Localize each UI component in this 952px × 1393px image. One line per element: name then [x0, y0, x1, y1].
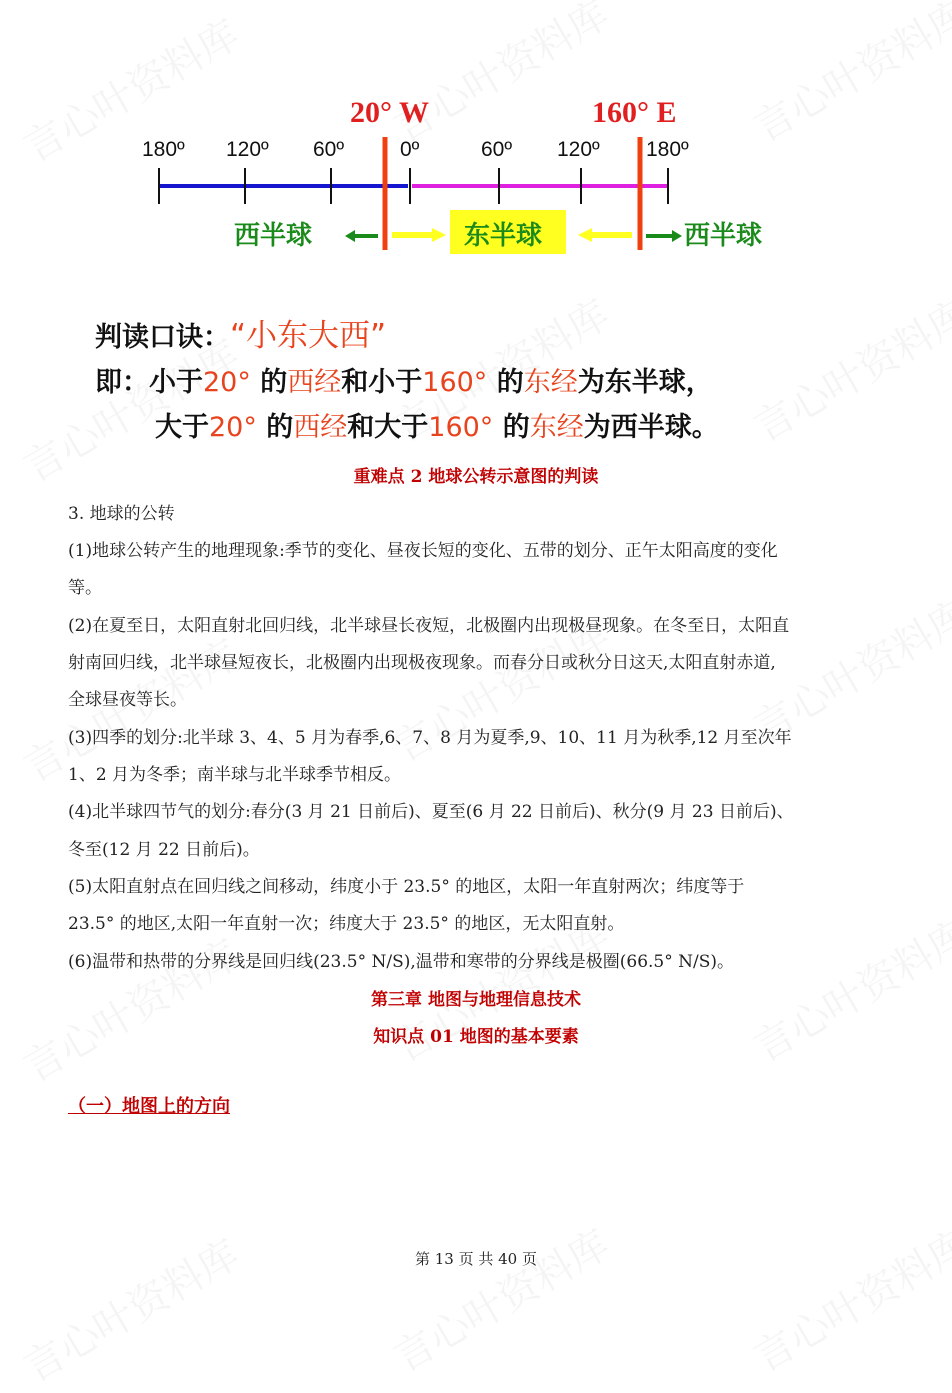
text: 和大于 — [347, 412, 429, 443]
text: 和小于 — [341, 367, 423, 398]
body-line: (6)温带和热带的分界线是回归线(23.5° N/S),温带和寒带的分界线是极圈(66.5° N/S)。 — [68, 952, 735, 972]
text: 的 — [487, 367, 524, 398]
chapter-heading: 第三章 地图与地理信息技术 — [371, 990, 581, 1010]
hemisphere-diagram — [0, 0, 952, 280]
watermark — [742, 284, 952, 453]
tick-label: 120º — [557, 138, 600, 161]
value: 160° — [428, 412, 494, 443]
body-line: 等。 — [68, 578, 102, 598]
tick-label: 0º — [400, 138, 420, 161]
body-line: 射南回归线，北半球昼短夜长，北极圈内出现极夜现象。而春分日或秋分日这天,太阳直射赤道, — [68, 653, 776, 673]
text: 大于 — [155, 412, 209, 443]
page-number: 第 13 页 共 40 页 — [414, 1250, 537, 1268]
mnemonic-line-1 — [95, 360, 713, 399]
body-line: (5)太阳直射点在回归线之间移动，纬度小于 23.5° 的地区，太阳一年直射两次；纬度等于 — [68, 877, 745, 897]
tick-label: 180º — [142, 138, 185, 161]
arrow-right-icon — [392, 228, 446, 242]
mnemonic-label: 判读口诀： — [95, 322, 230, 353]
tick-label: 120º — [226, 138, 269, 161]
text: 为东半球， — [577, 367, 713, 398]
east-hemisphere-label: 东半球 — [464, 221, 543, 251]
mnemonic-line-2 — [155, 405, 719, 444]
body-line: 23.5° 的地区,太阳一年直射一次；纬度大于 23.5° 的地区，无太阳直射。 — [68, 914, 625, 934]
body-line: (2)在夏至日，太阳直射北回归线，北半球昼长夜短，北极圈内出现极昼现象。在冬至日，太阳直 — [68, 616, 790, 636]
knowledge-heading: 知识点 01 地图的基本要素 — [373, 1027, 579, 1047]
body-line: 1、2 月为冬季；南半球与北半球季节相反。 — [68, 765, 402, 785]
arrow-right-icon — [646, 230, 682, 242]
body-line: 冬至(12 月 22 日前后)。 — [68, 840, 260, 860]
text: 为西半球。 — [583, 412, 719, 443]
body-line: 全球昼夜等长。 — [68, 690, 187, 710]
mnemonic-title — [95, 310, 386, 355]
tick-label: 60º — [313, 138, 345, 161]
tick-label: 180º — [646, 138, 689, 161]
value: 160° — [422, 367, 488, 398]
west-hemisphere-label: 西半球 — [684, 221, 763, 251]
watermark — [382, 1214, 618, 1383]
body-line: 3. 地球的公转 — [68, 504, 175, 524]
text: 的 — [256, 412, 294, 443]
marker-east-label: 160° E — [592, 96, 677, 129]
keyword: 东经 — [529, 412, 584, 443]
body-line: (1)地球公转产生的地理现象:季节的变化、昼夜长短的变化、五带的划分、正午太阳高度的变化 — [68, 541, 778, 561]
body-line: (4)北半球四节气的划分:春分(3 月 21 日前后)、夏至(6 月 22 日前后)、秋分(9 月 23 日前后)、 — [68, 802, 794, 822]
text: 即：小于 — [95, 367, 203, 398]
marker-west-label: 20° W — [350, 96, 429, 129]
value: 20° — [203, 367, 251, 398]
tick-label: 60º — [481, 138, 513, 161]
mnemonic-phrase: “小东大西” — [230, 318, 387, 354]
value: 20° — [209, 412, 257, 443]
text: 的 — [493, 412, 530, 443]
keyword: 西经 — [293, 412, 348, 443]
watermark — [742, 1214, 952, 1383]
arrow-left-icon — [345, 230, 378, 242]
text: 的 — [250, 367, 288, 398]
keyword: 东经 — [523, 367, 578, 398]
body-line: (3)四季的划分:北半球 3、4、5 月为春季,6、7、8 月为夏季,9、10、11 月为秋季,12 月至次年 — [68, 728, 792, 748]
keyword: 西经 — [287, 367, 342, 398]
arrow-left-icon — [578, 228, 632, 242]
west-hemisphere-label: 西半球 — [234, 221, 313, 251]
section-heading: 重难点 2 地球公转示意图的判读 — [353, 467, 599, 487]
subsection-heading: （一）地图上的方向 — [68, 1096, 230, 1117]
